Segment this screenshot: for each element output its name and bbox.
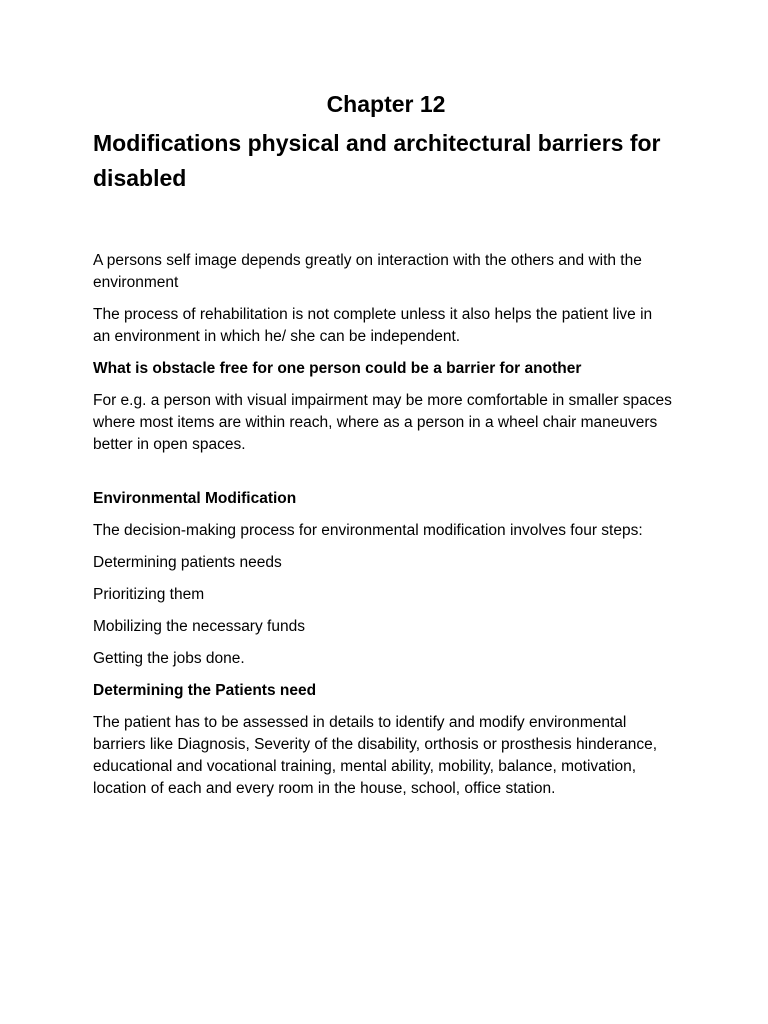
document-body (93, 250, 673, 800)
paragraph-rehabilitation: The process of rehabilitation is not complete unless it also helps the patient live in an environment in which he/ she can be independent. (93, 306, 653, 345)
spacer (93, 466, 673, 488)
step-getting-jobs-done: Getting the jobs done. (93, 650, 245, 667)
section-heading-environmental-modification: Environmental Modification (93, 490, 297, 507)
paragraph-obstacle-free: What is obstacle free for one person could be a barrier for another (93, 360, 582, 377)
document-page (93, 88, 673, 810)
document-title: Modifications physical and architectural barriers for disabled (93, 130, 661, 191)
chapter-heading: Chapter 12 (326, 91, 446, 117)
paragraph-decision-process: The decision-making process for environmental modification involves four steps: (93, 522, 643, 539)
paragraph-assessment: The patient has to be assessed in details to identify and modify environmental barriers like Diagnosis, Severity of the disability, orthosis or prosthesis hinderance, educational and vocational training, mental ability, mobility, balance, motivation, location of each and every room in the house, school, office station. (93, 714, 657, 797)
paragraph-self-image: A persons self image depends greatly on interaction with the others and with the environment (93, 252, 642, 291)
step-prioritizing: Prioritizing them (93, 586, 205, 603)
step-determining-needs: Determining patients needs (93, 554, 282, 571)
step-mobilizing-funds: Mobilizing the necessary funds (93, 618, 305, 635)
paragraph-example: For e.g. a person with visual impairment may be more comfortable in smaller spaces where most items are within reach, where as a person in a wheel chair maneuvers better in open spaces. (93, 392, 672, 453)
section-heading-determining-patients-need: Determining the Patients need (93, 682, 317, 699)
